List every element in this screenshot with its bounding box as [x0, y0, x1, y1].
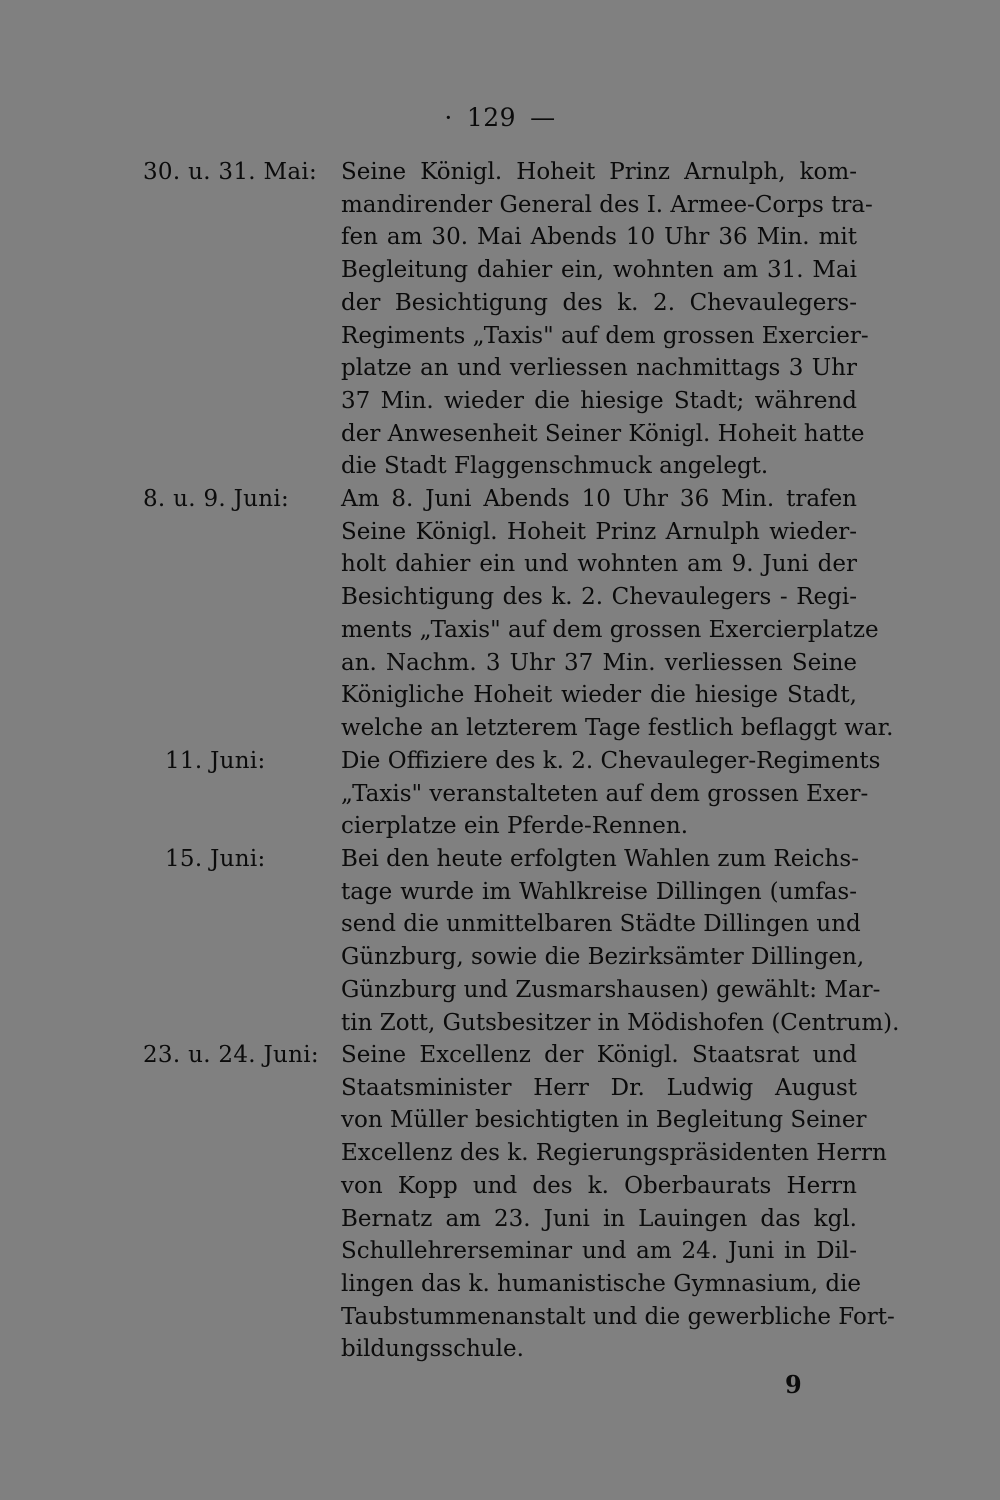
text-line: tage wurde im Wahlkreise Dillingen (umfas- — [341, 878, 857, 905]
entry-date: 30. u. 31. Mai: — [143, 159, 318, 185]
text-line: Seine Königl. Hoheit Prinz Arnulph, kom- — [341, 159, 857, 185]
text-line: holt dahier ein und wohnten am 9. Juni der — [341, 551, 857, 578]
text-line: Begleitung dahier ein, wohnten am 31. Mai — [341, 257, 857, 284]
entry-text — [341, 1039, 895, 1366]
text-line: von Müller besichtigten in Begleitung Seiner — [341, 1107, 867, 1134]
text-line: an. Nachm. 3 Uhr 37 Min. verliessen Seine — [341, 649, 857, 676]
text-line: der Besichtigung des k. 2. Chevaulegers- — [341, 289, 857, 316]
text-line: Taubstummenanstalt und die gewerbliche Fort- — [341, 1303, 895, 1330]
text-line: Die Offiziere des k. 2. Chevauleger-Regiments — [341, 748, 881, 774]
text-line: Schullehrerseminar und am 24. Juni in Dil- — [341, 1238, 857, 1265]
text-line: welche an letzterem Tage festlich beflaggt war. — [341, 714, 894, 741]
text-line: Bernatz am 23. Juni in Lauingen das kgl. — [341, 1205, 857, 1232]
text-line: Am 8. Juni Abends 10 Uhr 36 Min. trafen — [341, 486, 857, 512]
text-line: Excellenz des k. Regierungspräsidenten Herrn — [341, 1140, 887, 1167]
entry-text — [341, 745, 881, 843]
page-number: 129 — [466, 103, 517, 132]
entry-date: 11. Juni: — [165, 748, 266, 774]
text-line: lingen das k. humanistische Gymnasium, die — [341, 1270, 862, 1297]
text-line: mandirender General des I. Armee-Corps tra- — [341, 191, 873, 218]
page-header — [0, 103, 1000, 132]
header-dash: — — [530, 103, 556, 132]
text-line: Königliche Hoheit wieder die hiesige Stadt, — [341, 682, 857, 709]
text-line: Seine Excellenz der Königl. Staatsrat und — [341, 1042, 857, 1068]
header-dot: · — [444, 103, 453, 132]
entry-text — [341, 156, 873, 483]
text-line: „Taxis" veranstalteten auf dem grossen Exer- — [341, 780, 869, 807]
signature-mark: 9 — [785, 1370, 802, 1399]
text-line: ments „Taxis" auf dem grossen Exercierplatze — [341, 616, 879, 643]
text-line: die Stadt Flaggenschmuck angelegt. — [341, 453, 769, 480]
text-line: 37 Min. wieder die hiesige Stadt; während — [341, 387, 857, 414]
text-line: Regiments „Taxis" auf dem grossen Exercier- — [341, 322, 869, 349]
text-line: platze an und verliessen nachmittags 3 Uhr — [341, 355, 857, 382]
text-line: Günzburg, sowie die Bezirksämter Dillingen, — [341, 944, 865, 971]
text-line: von Kopp und des k. Oberbaurats Herrn — [341, 1172, 857, 1199]
text-line: Günzburg und Zusmarshausen) gewählt: Mar- — [341, 976, 881, 1003]
entry-date: 23. u. 24. Juni: — [143, 1042, 319, 1068]
entry-text — [341, 843, 900, 1039]
text-line: Staatsminister Herr Dr. Ludwig August — [341, 1074, 857, 1101]
text-line: tin Zott, Gutsbesitzer in Mödishofen (Centrum). — [341, 1009, 900, 1036]
text-line: Bei den heute erfolgten Wahlen zum Reichs- — [341, 846, 859, 872]
entry-date: 8. u. 9. Juni: — [143, 486, 290, 512]
text-line: cierplatze ein Pferde-Rennen. — [341, 813, 688, 840]
text-line: der Anwesenheit Seiner Königl. Hoheit hatte — [341, 420, 865, 447]
text-line: fen am 30. Mai Abends 10 Uhr 36 Min. mit — [341, 224, 857, 251]
entry-text — [341, 483, 894, 745]
entry-date: 15. Juni: — [165, 846, 266, 872]
text-line: send die unmittelbaren Städte Dillingen und — [341, 911, 861, 938]
text-line: Besichtigung des k. 2. Chevaulegers - Regi- — [341, 584, 857, 611]
text-line: bildungsschule. — [341, 1336, 524, 1363]
text-line: Seine Königl. Hoheit Prinz Arnulph wieder- — [341, 518, 857, 545]
